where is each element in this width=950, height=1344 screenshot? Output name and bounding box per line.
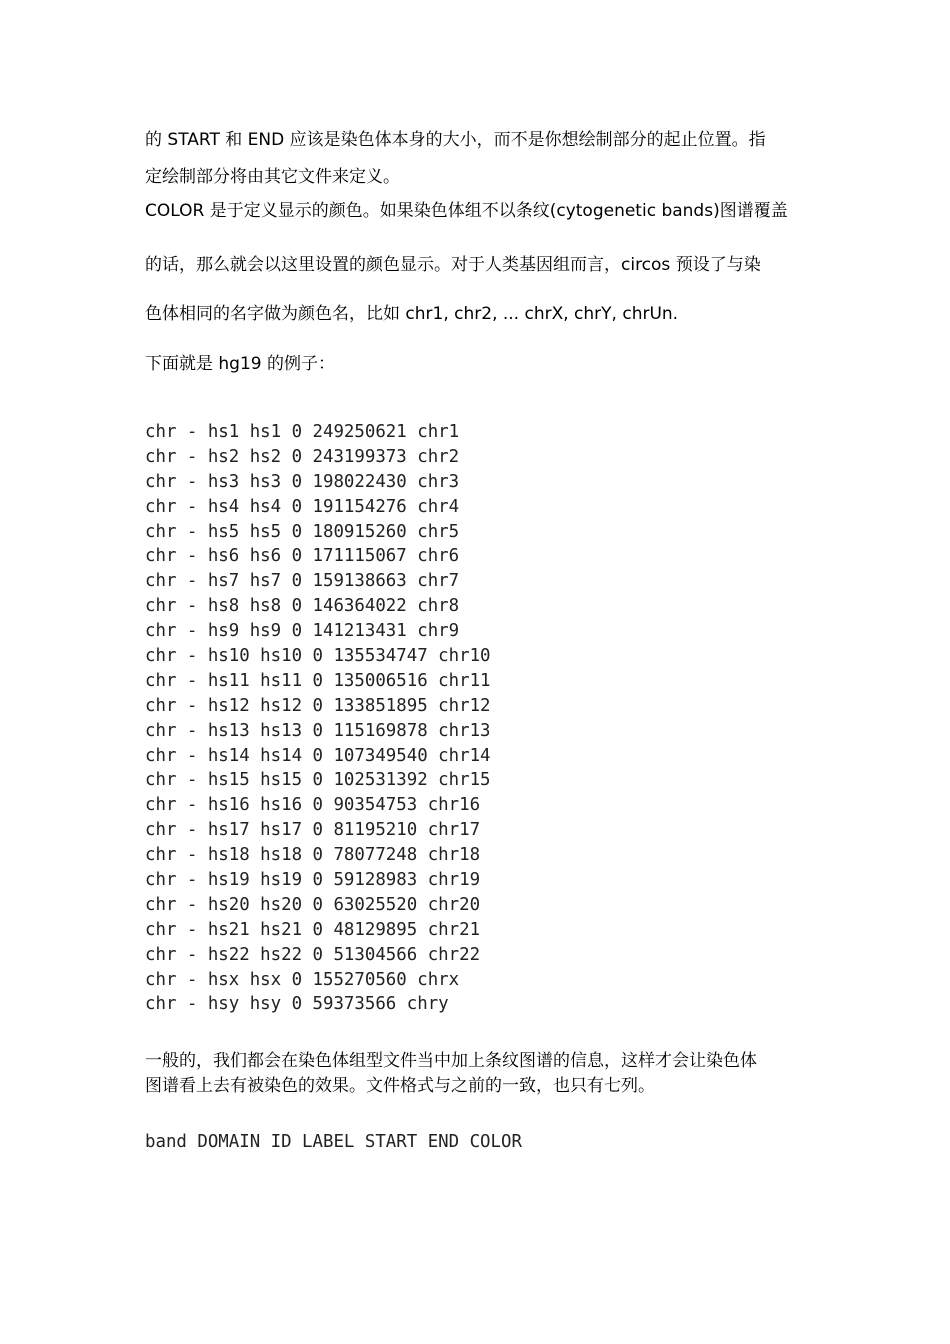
paragraph-hg19-intro: 下面就是 hg19 的例子： — [145, 354, 336, 374]
paragraph-start-end-line2: 定绘制部分将由其它文件来定义。 — [145, 167, 400, 187]
karyotype-line: chr - hs20 hs20 0 63025520 chr20 — [145, 894, 481, 915]
karyotype-line: chr - hs3 hs3 0 198022430 chr3 — [145, 471, 460, 492]
karyotype-line: chr - hs4 hs4 0 191154276 chr4 — [145, 496, 460, 517]
karyotype-line: chr - hs7 hs7 0 159138663 chr7 — [145, 571, 460, 592]
karyotype-line: chr - hs14 hs14 0 107349540 chr14 — [145, 745, 491, 766]
karyotype-line: chr - hs19 hs19 0 59128983 chr19 — [145, 870, 481, 891]
paragraph-start-end-line1: 的 START 和 END 应该是染色体本身的大小，而不是你想绘制部分的起止位置。指 — [145, 130, 766, 150]
band-format-code: band DOMAIN ID LABEL START END COLOR — [145, 1132, 522, 1152]
karyotype-line: chr - hs21 hs21 0 48129895 chr21 — [145, 919, 481, 940]
karyotype-code-block — [145, 420, 491, 1017]
paragraph-color-line2: 的话，那么就会以这里设置的颜色显示。对于人类基因组而言，circos 预设了与染 — [145, 255, 761, 275]
karyotype-line: chr - hs13 hs13 0 115169878 chr13 — [145, 720, 491, 741]
paragraph-color-line1: COLOR 是于定义显示的颜色。如果染色体组不以条纹(cytogenetic bands)图谱覆盖 — [145, 201, 788, 221]
paragraph-color-line3: 色体相同的名字做为颜色名，比如 chr1, chr2, ... chrX, chrY, chrUn. — [145, 304, 679, 324]
karyotype-line: chr - hs15 hs15 0 102531392 chr15 — [145, 770, 491, 791]
karyotype-line: chr - hs5 hs5 0 180915260 chr5 — [145, 521, 460, 542]
karyotype-line: chr - hsx hsx 0 155270560 chrx — [145, 969, 460, 990]
karyotype-line: chr - hs16 hs16 0 90354753 chr16 — [145, 795, 481, 816]
karyotype-line: chr - hs8 hs8 0 146364022 chr8 — [145, 596, 460, 617]
karyotype-line: chr - hs2 hs2 0 243199373 chr2 — [145, 446, 460, 467]
karyotype-line: chr - hsy hsy 0 59373566 chry — [145, 994, 449, 1015]
karyotype-line: chr - hs17 hs17 0 81195210 chr17 — [145, 820, 481, 841]
paragraph-bands-line1: 一般的，我们都会在染色体组型文件当中加上条纹图谱的信息，这样才会让染色体 — [145, 1051, 757, 1071]
karyotype-line: chr - hs12 hs12 0 133851895 chr12 — [145, 695, 491, 716]
paragraph-bands-line2: 图谱看上去有被染色的效果。文件格式与之前的一致，也只有七列。 — [145, 1076, 655, 1096]
karyotype-line: chr - hs1 hs1 0 249250621 chr1 — [145, 422, 460, 442]
karyotype-line: chr - hs18 hs18 0 78077248 chr18 — [145, 845, 481, 866]
karyotype-line: chr - hs6 hs6 0 171115067 chr6 — [145, 546, 460, 567]
karyotype-line: chr - hs9 hs9 0 141213431 chr9 — [145, 621, 460, 642]
karyotype-line: chr - hs11 hs11 0 135006516 chr11 — [145, 670, 491, 691]
karyotype-line: chr - hs10 hs10 0 135534747 chr10 — [145, 646, 491, 667]
karyotype-line: chr - hs22 hs22 0 51304566 chr22 — [145, 944, 481, 965]
